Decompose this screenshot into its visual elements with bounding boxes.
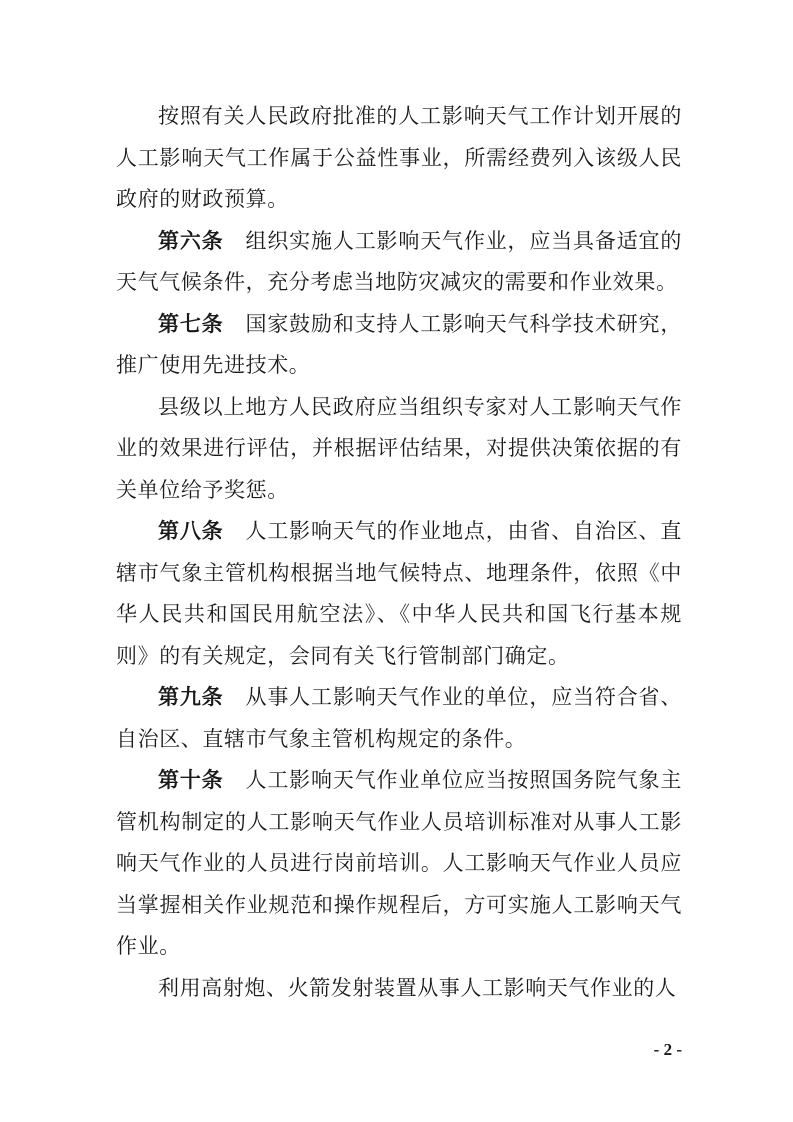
paragraph-rockets xyxy=(116,968,682,1010)
article-8 xyxy=(116,511,682,677)
article-10 xyxy=(116,760,682,968)
paragraph-funding xyxy=(116,96,682,221)
article-number: 第十条 xyxy=(158,768,224,792)
article-6 xyxy=(116,221,682,304)
article-7 xyxy=(116,304,682,387)
paragraph-text: 人工影响天气的作业地点，由省、自治区、直辖市气象主管机构根据当地气候特点、地理条件，依照《中华人民共和国民用航空法》、《中华人民共和国飞行基本规则》的有关规定，会同有关飞行管制部门确定。 xyxy=(116,519,682,668)
article-number: 第七条 xyxy=(158,311,224,336)
article-number: 第九条 xyxy=(158,685,224,709)
paragraph-evaluation xyxy=(116,387,682,512)
paragraph-text: 人工影响天气作业单位应当按照国务院气象主管机构制定的人工影响天气作业人员培训标准对从事人工影响天气作业的人员进行岗前培训。人工影响天气作业人员应当掌握相关作业规范和操作规程后，方可实施人工影响天气作业。 xyxy=(116,768,682,958)
paragraph-text: 利用高射炮、火箭发射装置从事人工影响天气作业的人 xyxy=(158,975,677,1000)
article-9 xyxy=(116,677,682,760)
document-body xyxy=(116,96,682,1009)
paragraph-text: 从事人工影响天气作业的单位，应当符合省、自治区、直辖市气象主管机构规定的条件。 xyxy=(116,685,682,751)
paragraph-text: 国家鼓励和支持人工影响天气科学技术研究，推广使用先进技术。 xyxy=(116,311,682,377)
article-number: 第六条 xyxy=(158,228,224,253)
article-number: 第八条 xyxy=(158,519,224,543)
paragraph-text: 按照有关人民政府批准的人工影响天气工作计划开展的人工影响天气工作属于公益性事业，所需经费列入该级人民政府的财政预算。 xyxy=(116,104,682,211)
paragraph-text: 组织实施人工影响天气作业，应当具备适宜的天气气候条件，充分考虑当地防灾减灾的需要和作业效果。 xyxy=(116,228,682,294)
page-number: - 2 - xyxy=(653,1040,682,1059)
paragraph-text: 县级以上地方人民政府应当组织专家对人工影响天气作业的效果进行评估，并根据评估结果，对提供决策依据的有关单位给予奖惩。 xyxy=(116,394,682,502)
